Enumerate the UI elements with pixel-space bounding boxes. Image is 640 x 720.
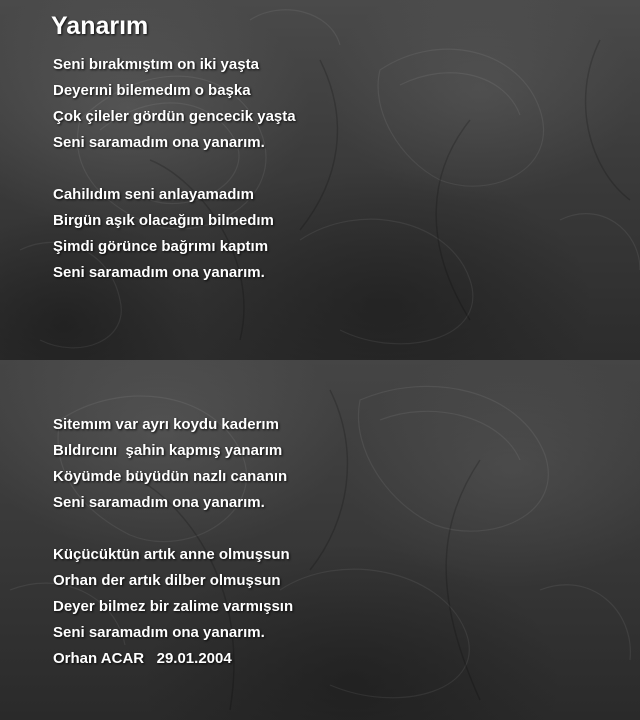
stanza-2 <box>53 182 274 286</box>
stanza-3 <box>53 412 287 516</box>
poem-line: Seni saramadım ona yanarım. <box>53 134 265 151</box>
poem-line: Orhan der artık dilber olmuşsun <box>53 572 281 589</box>
poem-line: Deyer bilmez bir zalime varmışsın <box>53 598 294 615</box>
poem-line: Şimdi görünce bağrımı kaptım <box>53 238 269 255</box>
poem-line: Cahilıdım seni anlayamadım <box>53 186 254 203</box>
poem-line: Bıldırcını şahin kapmış yanarım <box>53 442 283 459</box>
poem-line: Seni saramadım ona yanarım. <box>53 264 265 281</box>
poem-line: Küçücüktün artık anne olmuşsun <box>53 546 290 563</box>
poem-line: Çok çileler gördün gencecik yaşta <box>53 108 296 125</box>
poem-line: Birgün aşık olacağım bilmedım <box>53 212 274 229</box>
stanza-1 <box>53 52 296 156</box>
poem-title: Yanarım <box>51 12 149 40</box>
poem-line: Sitemım var ayrı koydu kaderım <box>53 416 279 433</box>
poem-line: Köyümde büyüdün nazlı cananın <box>53 468 288 485</box>
poem-card-bottom <box>0 360 640 720</box>
poem-line: Deyerıni bilemedım o başka <box>53 82 251 99</box>
poem-line: Seni saramadım ona yanarım. <box>53 624 265 641</box>
poem-line: Seni saramadım ona yanarım. <box>53 494 265 511</box>
poem-line: Seni bırakmıştım on iki yaşta <box>53 56 259 73</box>
poem-signature: Orhan ACAR 29.01.2004 <box>53 650 232 667</box>
stanza-4 <box>53 542 293 672</box>
